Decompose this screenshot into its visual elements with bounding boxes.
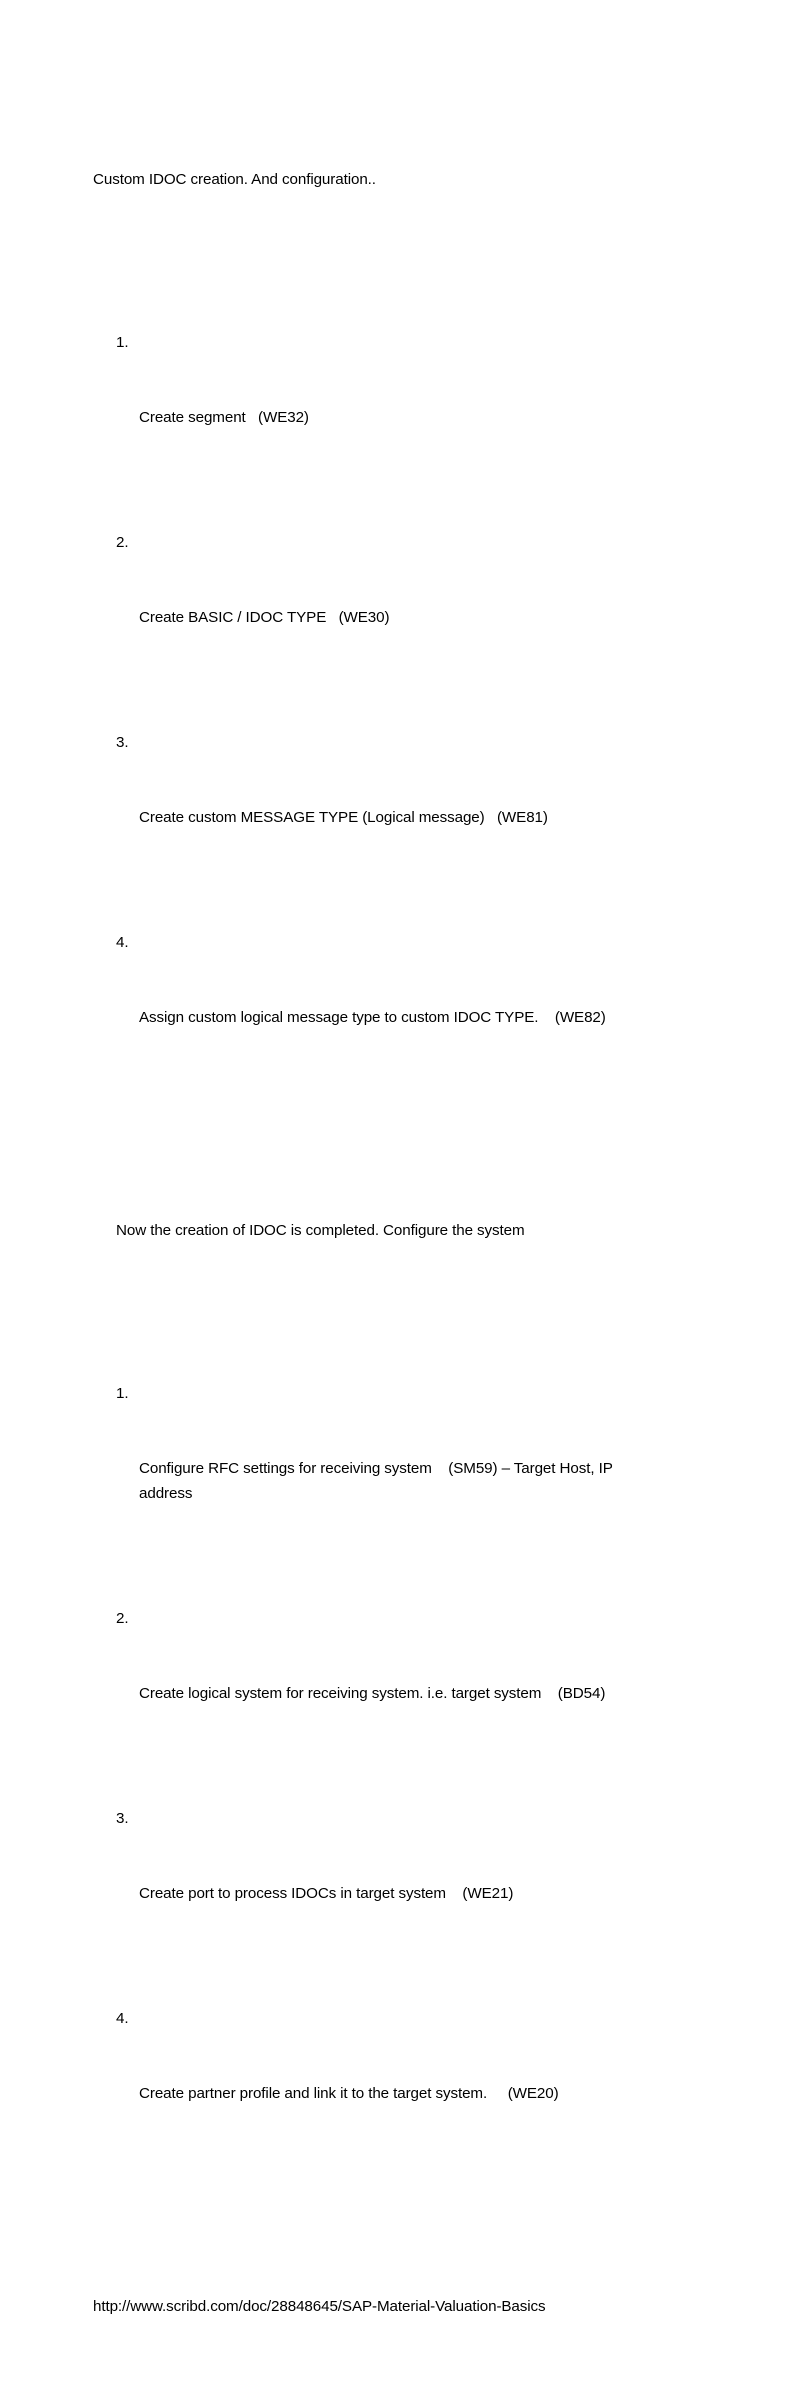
list-item-number: 3.: [116, 1810, 129, 1827]
list-item: [93, 1381, 693, 1556]
list-item: [93, 1606, 693, 1756]
list-item-number: 3.: [116, 734, 129, 751]
list-item: [93, 1806, 693, 1956]
list-item: [93, 530, 693, 680]
list-item-text: Create port to process IDOCs in target system (WE21): [139, 1885, 514, 1902]
completion-note: Now the creation of IDOC is completed. Configure the system: [116, 1222, 525, 1239]
list-item: [93, 930, 693, 1080]
list-item-text: Create segment (WE32): [139, 409, 309, 426]
system-configuration-steps: [93, 1331, 693, 2206]
list-item: [93, 730, 693, 880]
list-item-text: Create logical system for receiving system. i.e. target system (BD54): [139, 1685, 606, 1702]
list-item-text: Create partner profile and link it to the target system. (WE20): [139, 2085, 559, 2102]
idoc-creation-steps: [93, 280, 693, 1130]
list-item-text: Create BASIC / IDOC TYPE (WE30): [139, 609, 390, 626]
list-item-number: 1.: [116, 1385, 129, 1402]
list-item-text: Assign custom logical message type to custom IDOC TYPE. (WE82): [139, 1009, 606, 1026]
list-item-number: 1.: [116, 334, 129, 351]
list-item-number: 2.: [116, 1610, 129, 1627]
list-item: [93, 330, 693, 480]
reference-url: http://www.scribd.com/doc/28848645/SAP-Material-Valuation-Basics: [93, 2298, 546, 2315]
document-body: [93, 92, 693, 2394]
document-heading: Custom IDOC creation. And configuration..: [93, 171, 376, 188]
list-item-text: Configure RFC settings for receiving system (SM59) – Target Host, IP address: [139, 1460, 617, 1502]
list-item-text: Create custom MESSAGE TYPE (Logical message) (WE81): [139, 809, 548, 826]
list-item-number: 4.: [116, 2010, 129, 2027]
list-item-number: 4.: [116, 934, 129, 951]
list-item: [93, 2006, 693, 2156]
list-item-number: 2.: [116, 534, 129, 551]
